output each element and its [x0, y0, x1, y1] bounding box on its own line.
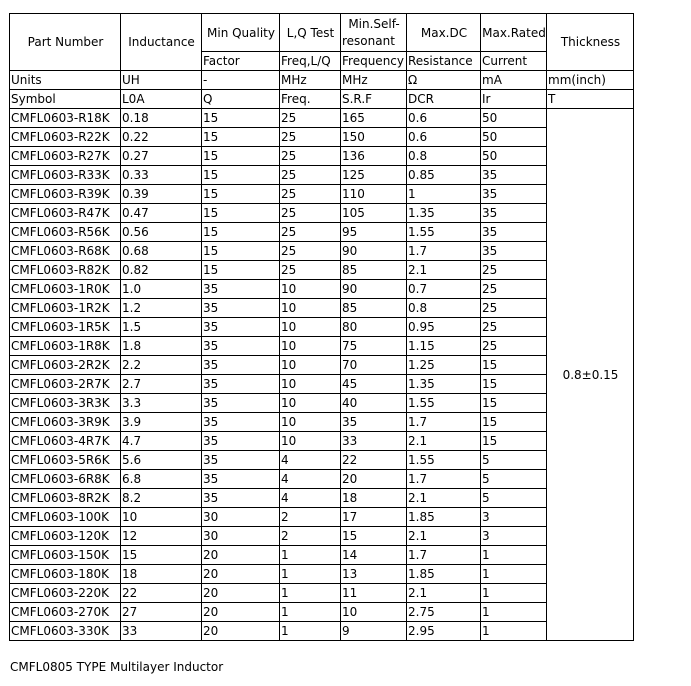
cell-test-frequency: 1 — [280, 584, 341, 603]
cell-dcr: 1.25 — [407, 356, 481, 375]
cell-inductance: 0.47 — [121, 204, 202, 223]
cell-part-number: CMFL0603-8R2K — [10, 489, 121, 508]
cell-srf: 110 — [341, 185, 407, 204]
table-row — [10, 432, 634, 451]
cell-q-factor: 30 — [202, 508, 280, 527]
cell-inductance: 1.5 — [121, 318, 202, 337]
cell-inductance: 15 — [121, 546, 202, 565]
cell-rated-current: 25 — [481, 318, 547, 337]
cell-inductance: 27 — [121, 603, 202, 622]
cell-srf: 9 — [341, 622, 407, 641]
cell-part-number: CMFL0603-330K — [10, 622, 121, 641]
cell-inductance: 1.0 — [121, 280, 202, 299]
header-max-dc: Max.DC — [407, 14, 481, 52]
symbol-cell: DCR — [407, 90, 481, 109]
cell-q-factor: 15 — [202, 242, 280, 261]
table-row — [10, 147, 634, 166]
cell-dcr: 2.1 — [407, 584, 481, 603]
cell-rated-current: 50 — [481, 147, 547, 166]
cell-rated-current: 25 — [481, 261, 547, 280]
cell-dcr: 1.15 — [407, 337, 481, 356]
header-frequency: Frequency — [341, 52, 407, 71]
cell-dcr: 0.6 — [407, 109, 481, 128]
cell-inductance: 1.8 — [121, 337, 202, 356]
cell-srf: 15 — [341, 527, 407, 546]
table-row — [10, 299, 634, 318]
cell-rated-current: 1 — [481, 603, 547, 622]
cell-inductance: 3.3 — [121, 394, 202, 413]
table-row — [10, 527, 634, 546]
cell-inductance: 12 — [121, 527, 202, 546]
cell-part-number: CMFL0603-R82K — [10, 261, 121, 280]
cell-part-number: CMFL0603-R22K — [10, 128, 121, 147]
cell-q-factor: 35 — [202, 356, 280, 375]
cell-inductance: 0.39 — [121, 185, 202, 204]
cell-inductance: 0.68 — [121, 242, 202, 261]
cell-part-number: CMFL0603-2R2K — [10, 356, 121, 375]
table-row — [10, 185, 634, 204]
symbol-row — [10, 90, 634, 109]
cell-part-number: CMFL0603-270K — [10, 603, 121, 622]
table-row — [10, 128, 634, 147]
cell-srf: 17 — [341, 508, 407, 527]
cell-q-factor: 35 — [202, 432, 280, 451]
cell-rated-current: 35 — [481, 223, 547, 242]
cell-q-factor: 20 — [202, 603, 280, 622]
cell-srf: 11 — [341, 584, 407, 603]
cell-q-factor: 20 — [202, 565, 280, 584]
cell-inductance: 3.9 — [121, 413, 202, 432]
cell-test-frequency: 10 — [280, 394, 341, 413]
cell-q-factor: 35 — [202, 375, 280, 394]
cell-dcr: 2.1 — [407, 432, 481, 451]
cell-test-frequency: 10 — [280, 337, 341, 356]
header-min-self-line2: resonant — [342, 33, 395, 48]
units-cell: mm(inch) — [547, 71, 634, 90]
header-part-number: Part Number — [10, 14, 121, 71]
header-factor: Factor — [202, 52, 280, 71]
cell-test-frequency: 10 — [280, 432, 341, 451]
cell-srf: 70 — [341, 356, 407, 375]
cell-srf: 165 — [341, 109, 407, 128]
cell-q-factor: 15 — [202, 223, 280, 242]
cell-inductance: 33 — [121, 622, 202, 641]
cell-srf: 136 — [341, 147, 407, 166]
cell-part-number: CMFL0603-2R7K — [10, 375, 121, 394]
cell-part-number: CMFL0603-R33K — [10, 166, 121, 185]
cell-q-factor: 15 — [202, 128, 280, 147]
cell-dcr: 1.55 — [407, 451, 481, 470]
cell-inductance: 2.7 — [121, 375, 202, 394]
header-lq-test: L,Q Test — [280, 14, 341, 52]
symbol-cell: L0A — [121, 90, 202, 109]
cell-q-factor: 35 — [202, 280, 280, 299]
cell-rated-current: 35 — [481, 185, 547, 204]
cell-q-factor: 15 — [202, 147, 280, 166]
cell-inductance: 6.8 — [121, 470, 202, 489]
cell-dcr: 1.85 — [407, 565, 481, 584]
cell-test-frequency: 25 — [280, 261, 341, 280]
cell-rated-current: 1 — [481, 565, 547, 584]
table-row — [10, 337, 634, 356]
cell-dcr: 1.7 — [407, 470, 481, 489]
table-row — [10, 622, 634, 641]
cell-dcr: 0.95 — [407, 318, 481, 337]
cell-part-number: CMFL0603-R27K — [10, 147, 121, 166]
symbol-cell: S.R.F — [341, 90, 407, 109]
table-row — [10, 375, 634, 394]
cell-part-number: CMFL0603-120K — [10, 527, 121, 546]
cell-test-frequency: 2 — [280, 527, 341, 546]
cell-dcr: 1.55 — [407, 223, 481, 242]
cell-test-frequency: 25 — [280, 242, 341, 261]
cell-test-frequency: 10 — [280, 280, 341, 299]
header-min-self-line1: Min.Self- — [348, 16, 400, 31]
cell-rated-current: 1 — [481, 584, 547, 603]
cell-srf: 90 — [341, 242, 407, 261]
cell-srf: 90 — [341, 280, 407, 299]
cell-srf: 80 — [341, 318, 407, 337]
cell-inductance: 22 — [121, 584, 202, 603]
cell-inductance: 10 — [121, 508, 202, 527]
cell-rated-current: 35 — [481, 204, 547, 223]
cell-dcr: 1.7 — [407, 546, 481, 565]
cell-test-frequency: 4 — [280, 470, 341, 489]
cell-dcr: 0.7 — [407, 280, 481, 299]
cell-dcr: 1 — [407, 185, 481, 204]
cell-part-number: CMFL0603-100K — [10, 508, 121, 527]
cell-inductance: 0.56 — [121, 223, 202, 242]
cell-srf: 13 — [341, 565, 407, 584]
cell-dcr: 1.85 — [407, 508, 481, 527]
cell-q-factor: 20 — [202, 622, 280, 641]
thickness-value: 0.8±0.15 — [547, 109, 634, 641]
cell-q-factor: 15 — [202, 109, 280, 128]
cell-inductance: 0.18 — [121, 109, 202, 128]
cell-srf: 75 — [341, 337, 407, 356]
cell-rated-current: 50 — [481, 109, 547, 128]
cell-test-frequency: 2 — [280, 508, 341, 527]
cell-dcr: 2.75 — [407, 603, 481, 622]
units-cell: - — [202, 71, 280, 90]
cell-part-number: CMFL0603-R68K — [10, 242, 121, 261]
cell-q-factor: 35 — [202, 470, 280, 489]
symbol-cell: Q — [202, 90, 280, 109]
cell-part-number: CMFL0603-1R8K — [10, 337, 121, 356]
cell-q-factor: 35 — [202, 394, 280, 413]
cell-rated-current: 3 — [481, 527, 547, 546]
cell-q-factor: 35 — [202, 337, 280, 356]
cell-rated-current: 5 — [481, 451, 547, 470]
cell-srf: 35 — [341, 413, 407, 432]
cell-rated-current: 3 — [481, 508, 547, 527]
cell-part-number: CMFL0603-R18K — [10, 109, 121, 128]
cell-inductance: 0.82 — [121, 261, 202, 280]
cell-rated-current: 1 — [481, 622, 547, 641]
units-row — [10, 71, 634, 90]
table-row — [10, 451, 634, 470]
cell-srf: 150 — [341, 128, 407, 147]
cell-part-number: CMFL0603-1R0K — [10, 280, 121, 299]
cell-dcr: 1.35 — [407, 375, 481, 394]
cell-dcr: 2.1 — [407, 261, 481, 280]
cell-q-factor: 30 — [202, 527, 280, 546]
cell-test-frequency: 10 — [280, 299, 341, 318]
cell-srf: 10 — [341, 603, 407, 622]
header-max-rated: Max.Rated — [481, 14, 547, 52]
table-row — [10, 546, 634, 565]
header-min-self-resonant — [341, 14, 407, 52]
cell-part-number: CMFL0603-1R5K — [10, 318, 121, 337]
cell-rated-current: 15 — [481, 432, 547, 451]
header-inductance: Inductance — [121, 14, 202, 71]
cell-dcr: 1.7 — [407, 242, 481, 261]
header-min-quality: Min Quality — [202, 14, 280, 52]
cell-srf: 95 — [341, 223, 407, 242]
symbol-cell: Symbol — [10, 90, 121, 109]
cell-inductance: 0.22 — [121, 128, 202, 147]
cell-srf: 20 — [341, 470, 407, 489]
table-row — [10, 565, 634, 584]
table-row — [10, 470, 634, 489]
cell-q-factor: 35 — [202, 451, 280, 470]
table-row — [10, 261, 634, 280]
table-row — [10, 109, 634, 128]
table-row — [10, 223, 634, 242]
cell-test-frequency: 10 — [280, 413, 341, 432]
cell-inductance: 8.2 — [121, 489, 202, 508]
cell-part-number: CMFL0603-3R9K — [10, 413, 121, 432]
cell-test-frequency: 25 — [280, 185, 341, 204]
cell-test-frequency: 10 — [280, 318, 341, 337]
cell-test-frequency: 1 — [280, 603, 341, 622]
cell-rated-current: 35 — [481, 242, 547, 261]
cell-rated-current: 25 — [481, 299, 547, 318]
cell-test-frequency: 25 — [280, 147, 341, 166]
cell-rated-current: 15 — [481, 413, 547, 432]
header-thickness: Thickness — [547, 14, 634, 71]
cell-test-frequency: 4 — [280, 489, 341, 508]
table-row — [10, 584, 634, 603]
header-row-top — [10, 14, 634, 52]
units-cell: Ω — [407, 71, 481, 90]
cell-q-factor: 15 — [202, 261, 280, 280]
cell-dcr: 1.55 — [407, 394, 481, 413]
cell-dcr: 2.1 — [407, 527, 481, 546]
cell-part-number: CMFL0603-4R7K — [10, 432, 121, 451]
cell-part-number: CMFL0603-180K — [10, 565, 121, 584]
cell-q-factor: 20 — [202, 584, 280, 603]
cell-rated-current: 15 — [481, 394, 547, 413]
cell-part-number: CMFL0603-220K — [10, 584, 121, 603]
cell-q-factor: 35 — [202, 489, 280, 508]
cell-dcr: 0.8 — [407, 299, 481, 318]
cell-inductance: 0.33 — [121, 166, 202, 185]
cell-rated-current: 5 — [481, 470, 547, 489]
cell-dcr: 0.85 — [407, 166, 481, 185]
cell-inductance: 2.2 — [121, 356, 202, 375]
cell-q-factor: 15 — [202, 185, 280, 204]
cell-q-factor: 35 — [202, 299, 280, 318]
table-caption: CMFL0805 TYPE Multilayer Inductor — [10, 660, 224, 674]
cell-q-factor: 35 — [202, 318, 280, 337]
cell-q-factor: 35 — [202, 413, 280, 432]
inductor-spec-table — [9, 13, 634, 641]
cell-test-frequency: 4 — [280, 451, 341, 470]
cell-dcr: 2.1 — [407, 489, 481, 508]
cell-srf: 18 — [341, 489, 407, 508]
cell-test-frequency: 10 — [280, 375, 341, 394]
cell-test-frequency: 25 — [280, 166, 341, 185]
cell-rated-current: 15 — [481, 375, 547, 394]
units-cell: mA — [481, 71, 547, 90]
units-cell: UH — [121, 71, 202, 90]
cell-srf: 85 — [341, 261, 407, 280]
cell-part-number: CMFL0603-1R2K — [10, 299, 121, 318]
cell-test-frequency: 25 — [280, 128, 341, 147]
table-row — [10, 489, 634, 508]
cell-inductance: 5.6 — [121, 451, 202, 470]
table-row — [10, 394, 634, 413]
table-row — [10, 413, 634, 432]
units-cell: MHz — [341, 71, 407, 90]
cell-rated-current: 15 — [481, 356, 547, 375]
cell-part-number: CMFL0603-R39K — [10, 185, 121, 204]
cell-dcr: 0.8 — [407, 147, 481, 166]
cell-part-number: CMFL0603-6R8K — [10, 470, 121, 489]
cell-dcr: 0.6 — [407, 128, 481, 147]
symbol-cell: Ir — [481, 90, 547, 109]
cell-q-factor: 15 — [202, 204, 280, 223]
cell-part-number: CMFL0603-150K — [10, 546, 121, 565]
cell-part-number: CMFL0603-R47K — [10, 204, 121, 223]
cell-dcr: 2.95 — [407, 622, 481, 641]
cell-srf: 22 — [341, 451, 407, 470]
cell-test-frequency: 10 — [280, 356, 341, 375]
cell-part-number: CMFL0603-5R6K — [10, 451, 121, 470]
cell-test-frequency: 25 — [280, 109, 341, 128]
cell-rated-current: 50 — [481, 128, 547, 147]
table-row — [10, 508, 634, 527]
cell-rated-current: 25 — [481, 337, 547, 356]
cell-test-frequency: 1 — [280, 565, 341, 584]
cell-rated-current: 1 — [481, 546, 547, 565]
cell-test-frequency: 25 — [280, 204, 341, 223]
cell-test-frequency: 1 — [280, 546, 341, 565]
table-row — [10, 356, 634, 375]
table-row — [10, 318, 634, 337]
units-cell: Units — [10, 71, 121, 90]
header-current: Current — [481, 52, 547, 71]
table-row — [10, 242, 634, 261]
cell-inductance: 0.27 — [121, 147, 202, 166]
table-row — [10, 280, 634, 299]
header-resistance: Resistance — [407, 52, 481, 71]
cell-part-number: CMFL0603-3R3K — [10, 394, 121, 413]
cell-q-factor: 15 — [202, 166, 280, 185]
units-cell: MHz — [280, 71, 341, 90]
cell-inductance: 4.7 — [121, 432, 202, 451]
cell-dcr: 1.7 — [407, 413, 481, 432]
cell-srf: 85 — [341, 299, 407, 318]
cell-srf: 14 — [341, 546, 407, 565]
table-row — [10, 603, 634, 622]
cell-dcr: 1.35 — [407, 204, 481, 223]
symbol-cell: T — [547, 90, 634, 109]
cell-rated-current: 25 — [481, 280, 547, 299]
cell-rated-current: 35 — [481, 166, 547, 185]
cell-srf: 40 — [341, 394, 407, 413]
cell-q-factor: 20 — [202, 546, 280, 565]
cell-srf: 105 — [341, 204, 407, 223]
cell-rated-current: 5 — [481, 489, 547, 508]
cell-inductance: 1.2 — [121, 299, 202, 318]
table-row — [10, 166, 634, 185]
cell-test-frequency: 25 — [280, 223, 341, 242]
cell-srf: 33 — [341, 432, 407, 451]
header-freq-lq: Freq,L/Q — [280, 52, 341, 71]
cell-srf: 45 — [341, 375, 407, 394]
cell-srf: 125 — [341, 166, 407, 185]
cell-test-frequency: 1 — [280, 622, 341, 641]
symbol-cell: Freq. — [280, 90, 341, 109]
cell-inductance: 18 — [121, 565, 202, 584]
table-row — [10, 204, 634, 223]
cell-part-number: CMFL0603-R56K — [10, 223, 121, 242]
